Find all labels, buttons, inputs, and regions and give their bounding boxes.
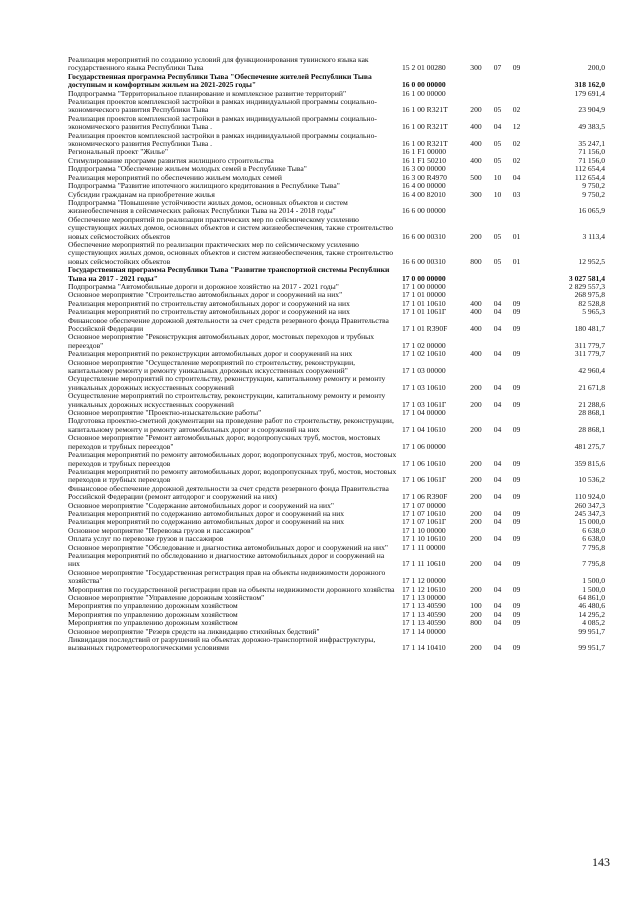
row-expense-type: 800 — [470, 618, 482, 628]
row-section: 04 — [493, 324, 502, 333]
row-expense-type: 400 — [470, 155, 482, 165]
row-name: Основное мероприятие "Проектно-изыскательские работы" — [68, 408, 262, 418]
row-target-code: 16 1 F1 50210 — [402, 155, 447, 165]
row-expense-type: 200 — [470, 399, 482, 409]
row-target-code: 17 1 07 1061Г — [402, 517, 447, 527]
row-amount: 99 951,7 — [578, 643, 605, 653]
row-target-code: 16 1 00 R321T — [402, 139, 448, 149]
row-section: 04 — [493, 458, 502, 468]
row-target-code: 17 1 00 00000 — [402, 281, 446, 291]
row-amount: 21 671,8 — [578, 382, 605, 392]
row-expense-type: 200 — [470, 517, 482, 527]
row-target-code: 17 1 13 40590 — [402, 601, 446, 611]
row-amount: 3 027 581,4 — [568, 273, 605, 283]
row-target-code: 15 2 01 00280 — [402, 63, 446, 73]
row-amount: 82 528,8 — [578, 298, 605, 308]
row-section — [488, 569, 507, 586]
row-name: Основное мероприятие "Государственная регистрация прав на объекты недвижимости дорожного хозяйства" — [68, 567, 386, 586]
row-subsection: 09 — [512, 324, 521, 333]
row-amount: 23 904,9 — [578, 105, 605, 115]
row-amount: 5 965,3 — [582, 307, 605, 317]
row-amount: 9 750,2 — [582, 189, 605, 199]
row-target-code: 17 1 14 10410 — [402, 643, 446, 653]
row-expense-type — [464, 199, 488, 216]
table-row — [68, 333, 605, 350]
table-row — [68, 317, 605, 334]
row-expense-type — [464, 544, 488, 552]
row-subsection — [507, 409, 526, 417]
row-subsection — [507, 628, 526, 636]
row-name: Основное мероприятие "Содержание автомобильных дорог и сооружений на них" — [68, 500, 334, 510]
row-name: Основное мероприятие "Обследование и диагностика автомобильных дорог и сооружений на них" — [68, 542, 389, 552]
row-subsection: 09 — [512, 458, 521, 468]
row-target-code: 17 1 02 10610 — [402, 349, 446, 359]
row-target-code: 17 1 07 00000 — [402, 500, 446, 510]
row-target-code: 17 1 01 1061Г — [402, 307, 447, 317]
row-expense-type — [464, 434, 488, 451]
row-target-code: 17 1 06 00000 — [402, 441, 446, 451]
row-name: Реализация мероприятий по ремонту автомобильных дорог, водопропускных труб, мостов, мостовых переходов и трубных переездов — [68, 466, 397, 485]
table-row — [68, 392, 605, 409]
row-amount: 6 638,0 — [582, 534, 605, 544]
row-name: Подпрограмма "Обеспечение жильем молодых семей в Республике Тыва" — [68, 164, 307, 174]
row-amount: 10 536,2 — [578, 475, 605, 485]
table-row — [68, 485, 605, 502]
row-name: Подпрограмма "Развитие ипотечного жилищного кредитования в Республике Тыва" — [68, 181, 340, 191]
row-amount: 200,0 — [587, 63, 605, 73]
row-target-code: 17 1 06 1061Г — [402, 475, 447, 485]
row-name: Региональный проект "Жилье" — [68, 147, 168, 157]
row-name: Реализация мероприятий по реконструкции автомобильных дорог и сооружений на них — [68, 349, 353, 359]
table-row — [68, 115, 605, 132]
row-expense-type: 200 — [470, 584, 482, 594]
row-subsection: 12 — [512, 122, 521, 132]
row-subsection — [507, 359, 526, 376]
row-subsection: 09 — [512, 584, 521, 594]
row-name: Ликвидация последствий от разрушений на объектах дорожно-транспортной инфраструктуры, вызванных гидрометеорологическими условиями — [68, 635, 376, 653]
row-amount: 42 960,4 — [578, 366, 605, 376]
row-section — [488, 359, 507, 376]
row-name: Осуществление мероприятий по строительству, реконструкции, капитальному ремонту и ремонту уникальных дорожных искусственных сооружений — [68, 391, 386, 409]
row-target-code: 17 1 13 40590 — [402, 618, 446, 628]
table-row — [68, 417, 605, 434]
budget-table — [68, 56, 605, 653]
row-name: Реализация мероприятий по содержанию автомобильных дорог и сооружений на них — [68, 508, 345, 518]
row-section — [488, 283, 507, 291]
row-name: Основное мероприятие "Ремонт автомобильных дорог, водопропускных труб, мостов, мостовых переходов и трубных переездов" — [68, 433, 381, 451]
row-subsection: 09 — [512, 618, 521, 628]
row-amount: 2 829 557,3 — [568, 281, 605, 291]
row-section: 04 — [493, 508, 502, 518]
row-section — [488, 434, 507, 451]
row-name: Обеспечение мероприятий по реализации практических мер по сейсмическому усилению существующих жилых домов, основных объектов и систем жизнеобеспечения, также строительство новых сейсмостойких объектов — [68, 214, 394, 241]
budget-table-body — [68, 56, 605, 653]
row-subsection: 01 — [512, 231, 521, 241]
row-section: 10 — [493, 189, 502, 199]
table-row — [68, 434, 605, 451]
row-section: 04 — [493, 584, 502, 594]
row-name: Реализация мероприятий по обследованию и диагностике автомобильных дорог и сооружений на них — [68, 550, 385, 569]
row-section: 04 — [493, 475, 502, 485]
row-target-code: 16 4 00 82010 — [402, 189, 446, 199]
table-row — [68, 132, 605, 149]
row-target-code: 17 1 01 10610 — [402, 298, 446, 308]
row-target-code: 17 1 14 00000 — [402, 626, 446, 636]
row-amount: 268 975,8 — [574, 290, 605, 300]
table-row — [68, 266, 605, 283]
row-amount: 110 924,0 — [574, 492, 605, 502]
row-expense-type — [464, 628, 488, 636]
row-subsection: 09 — [512, 643, 521, 653]
row-subsection: 09 — [512, 475, 521, 485]
row-section: 04 — [493, 618, 502, 628]
table-row — [68, 199, 605, 216]
page-number: 143 — [592, 855, 610, 869]
row-section — [488, 544, 507, 552]
row-target-code: 17 1 10 10610 — [402, 534, 446, 544]
row-name: Стимулирование программ развития жилищного строительства — [68, 155, 274, 165]
row-name: Финансовое обеспечение дорожной деятельности за счет средств резервного фонда Правительства Российской Федерации — [68, 315, 389, 333]
row-expense-type — [464, 333, 488, 350]
row-section: 04 — [493, 382, 502, 392]
row-target-code: 17 1 07 10610 — [402, 508, 446, 518]
row-target-code: 17 1 01 00000 — [402, 290, 446, 300]
row-name: Основное мероприятие "Осуществление мероприятий по строительству, реконструкции, капитальному ремонту и ремонту уникальных дорожных искусственных сооружений" — [68, 357, 356, 376]
row-name: Финансовое обеспечение дорожной деятельности за счет средств резервного фонда Правительства Российской Федерации (ремонт автодорог и сооружений на них) — [68, 483, 389, 502]
row-expense-type: 200 — [470, 382, 482, 392]
row-amount: 112 654,4 — [574, 164, 605, 174]
row-amount: 318 162,0 — [574, 80, 605, 90]
row-target-code: 16 1 00 R321T — [402, 122, 448, 132]
row-subsection — [507, 283, 526, 291]
row-amount: 481 275,7 — [574, 441, 605, 451]
row-name: Подпрограмма "Повышение устойчивости жилых домов, основных объектов и систем жизнеобеспечения в сейсмических районах Республики Тыва на 2014 - 2018 годы" — [68, 197, 348, 216]
row-name: Реализация мероприятий по ремонту автомобильных дорог, водопропускных труб, мостов, мостовых переходов и трубных переездов — [68, 450, 397, 468]
row-amount: 4 085,2 — [582, 618, 605, 628]
row-section: 07 — [493, 63, 502, 73]
row-subsection: 09 — [512, 307, 521, 317]
row-section: 10 — [493, 172, 502, 182]
row-expense-type: 200 — [470, 105, 482, 115]
row-subsection: 02 — [512, 139, 521, 149]
row-section: 05 — [493, 231, 502, 241]
row-amount: 359 815,6 — [574, 458, 605, 468]
row-expense-type: 200 — [470, 424, 482, 434]
row-subsection — [507, 73, 526, 90]
row-expense-type: 300 — [470, 63, 482, 73]
row-name: Обеспечение мероприятий по реализации практических мер по сейсмическому усилению существующих жилых домов, основных объектов и систем жизнеобеспечения, также строительство новых сейсмостойких объектов — [68, 239, 394, 266]
row-expense-type — [464, 359, 488, 376]
row-section — [488, 73, 507, 90]
row-target-code: 16 0 00 00000 — [402, 80, 446, 90]
row-amount: 6 638,0 — [582, 525, 605, 535]
row-target-code: 17 1 03 00000 — [402, 366, 446, 376]
row-target-code: 17 1 13 40590 — [402, 609, 446, 619]
row-target-code: 17 1 03 10610 — [402, 382, 446, 392]
row-target-code: 17 1 11 10610 — [402, 559, 446, 569]
row-section: 04 — [493, 399, 502, 409]
row-name: Мероприятия по управлению дорожным хозяйством — [68, 618, 238, 628]
row-subsection — [507, 199, 526, 216]
row-name: Основное мероприятие "Реконструкция автомобильных дорог, мостовых переходов и трубных переездов" — [68, 332, 375, 350]
row-subsection: 09 — [512, 508, 521, 518]
row-subsection: 09 — [512, 63, 521, 73]
row-name: Реализация мероприятий по строительству автомобильных дорог и сооружений на них — [68, 307, 350, 317]
row-expense-type — [464, 569, 488, 586]
row-amount: 71 156,0 — [578, 147, 605, 157]
row-amount: 99 951,7 — [578, 626, 605, 636]
row-expense-type: 200 — [470, 508, 482, 518]
row-subsection — [507, 333, 526, 350]
row-section: 05 — [493, 105, 502, 115]
row-expense-type — [464, 409, 488, 417]
row-amount: 180 481,7 — [574, 324, 605, 333]
row-section: 05 — [493, 139, 502, 149]
row-name: Мероприятия по государственной регистрации прав на объекты недвижимости дорожного хозяйства — [68, 584, 395, 594]
row-subsection: 09 — [512, 609, 521, 619]
row-name: Основное мероприятие "Резерв средств на ликвидацию стихийных бедствий" — [68, 626, 320, 636]
row-amount: 14 295,2 — [578, 609, 605, 619]
row-name: Осуществление мероприятий по строительству, реконструкции, капитальному ремонту и ремонту уникальных дорожных искусственных сооружений — [68, 374, 386, 392]
row-amount: 7 795,8 — [582, 559, 605, 569]
table-row — [68, 451, 605, 468]
row-amount: 28 868,1 — [578, 408, 605, 418]
row-target-code: 17 1 06 10610 — [402, 458, 446, 468]
row-expense-type: 500 — [470, 172, 482, 182]
row-amount: 1 500,0 — [582, 576, 605, 586]
row-section: 04 — [493, 559, 502, 569]
row-target-code: 17 1 13 00000 — [402, 593, 446, 602]
row-target-code: 17 1 10 00000 — [402, 525, 446, 535]
row-expense-type: 100 — [470, 601, 482, 611]
row-subsection: 09 — [512, 298, 521, 308]
row-subsection: 02 — [512, 105, 521, 115]
row-target-code: 17 1 12 00000 — [402, 576, 446, 586]
row-name: Государственная программа Республики Тыва "Развитие транспортной системы Республики Тыва на 2017 - 2021 годы" — [68, 265, 390, 283]
row-target-code: 17 1 12 10610 — [402, 584, 446, 594]
row-amount: 311 779,7 — [574, 349, 605, 359]
row-section: 04 — [493, 517, 502, 527]
row-name: Реализация проектов комплексной застройки в рамках индивидуальной программы социально-экономического развития Республики Тыва — [68, 97, 377, 115]
row-amount: 35 247,1 — [578, 139, 605, 149]
row-expense-type: 200 — [470, 458, 482, 468]
row-subsection — [507, 434, 526, 451]
row-name: Подпрограмма "Автомобильные дороги и дорожное хозяйство на 2017 - 2021 годы" — [68, 281, 339, 291]
row-amount: 12 952,5 — [578, 256, 605, 266]
row-target-code: 16 1 00 00000 — [402, 88, 446, 98]
row-target-code: 17 1 11 00000 — [402, 542, 446, 552]
row-target-code: 17 1 03 1061Г — [402, 399, 447, 409]
row-subsection: 04 — [512, 172, 521, 182]
row-expense-type: 200 — [470, 475, 482, 485]
row-expense-type: 200 — [470, 643, 482, 653]
row-section — [488, 628, 507, 636]
row-name: Государственная программа Республики Тыва "Обеспечение жителей Республики Тыва доступным и комфортным жильем на 2021-2025 годы" — [68, 71, 372, 90]
row-expense-type: 200 — [470, 492, 482, 502]
row-subsection: 02 — [512, 155, 521, 165]
row-name: Реализация проектов комплексной застройки в рамках индивидуальной программы социально-экономического развития Республики Тыва . — [68, 130, 377, 149]
row-target-code: 16 1 F1 00000 — [402, 147, 447, 157]
row-subsection: 09 — [512, 492, 521, 502]
row-expense-type: 400 — [470, 298, 482, 308]
row-amount: 3 113,4 — [582, 231, 605, 241]
table-row — [68, 359, 605, 376]
row-expense-type — [464, 73, 488, 90]
row-amount: 64 861,0 — [578, 593, 605, 602]
row-name: Основное мероприятие "Управление дорожным хозяйством" — [68, 593, 265, 602]
row-subsection: 09 — [512, 517, 521, 527]
row-section — [488, 333, 507, 350]
row-name: Реализация мероприятий по строительству автомобильных дорог и сооружений на них — [68, 298, 350, 308]
table-row — [68, 468, 605, 485]
row-target-code: 16 3 00 00000 — [402, 164, 446, 174]
row-subsection: 09 — [512, 559, 521, 569]
row-amount: 46 480,6 — [578, 601, 605, 611]
row-expense-type: 200 — [470, 609, 482, 619]
row-amount: 260 347,3 — [574, 500, 605, 510]
row-section: 04 — [493, 534, 502, 544]
row-section: 05 — [493, 155, 502, 165]
table-row — [68, 98, 605, 115]
row-amount: 311 779,7 — [574, 340, 605, 350]
row-amount: 7 795,8 — [582, 542, 605, 552]
row-name: Основное мероприятие "Строительство автомобильных дорог и сооружений на них" — [68, 290, 343, 300]
row-expense-type: 200 — [470, 559, 482, 569]
row-amount: 9 750,2 — [582, 181, 605, 191]
row-section — [488, 266, 507, 283]
row-subsection: 09 — [512, 399, 521, 409]
table-row — [68, 216, 605, 241]
row-section: 05 — [493, 256, 502, 266]
row-expense-type — [464, 266, 488, 283]
row-name: Субсидии гражданам на приобретение жилья — [68, 189, 215, 199]
row-name: Реализация мероприятий по созданию условий для функционирования тувинского языка как государственного языка Республики Тыва — [68, 55, 369, 73]
row-section: 04 — [493, 349, 502, 359]
row-target-code: 16 6 00 00310 — [402, 231, 446, 241]
row-target-code: 17 1 04 00000 — [402, 408, 446, 418]
row-name: Мероприятия по управлению дорожным хозяйством — [68, 601, 238, 611]
row-expense-type — [464, 283, 488, 291]
row-expense-type: 300 — [470, 189, 482, 199]
row-subsection: 09 — [512, 382, 521, 392]
row-subsection — [507, 544, 526, 552]
row-subsection — [507, 266, 526, 283]
row-name: Подготовка проектно-сметной документации на проведение работ по строительству, реконструкции, капитальному ремонту и ремонту автомобильных дорог и сооружений на них — [68, 416, 394, 434]
row-name: Подпрограмма "Территориальное планирование и комплексное развитие территорий" — [68, 88, 347, 98]
row-target-code: 16 6 00 00000 — [402, 206, 446, 216]
row-name: Реализация мероприятий по обеспечению жильем молодых семей — [68, 172, 282, 182]
row-section: 04 — [493, 307, 502, 317]
row-section: 04 — [493, 492, 502, 502]
row-name: Реализация проектов комплексной застройки в рамках индивидуальной программы социально-экономического развития Республики Тыва . — [68, 113, 377, 132]
row-expense-type: 200 — [470, 534, 482, 544]
table-row — [68, 73, 605, 90]
row-expense-type: 400 — [470, 122, 482, 132]
row-subsection: 09 — [512, 424, 521, 434]
row-section: 04 — [493, 643, 502, 653]
row-target-code: 16 4 00 00000 — [402, 181, 446, 191]
table-row — [68, 552, 605, 569]
row-name: Мероприятия по управлению дорожным хозяйством — [68, 609, 238, 619]
row-amount: 28 868,1 — [578, 424, 605, 434]
row-target-code: 17 1 06 R390F — [402, 492, 448, 502]
row-section: 04 — [493, 424, 502, 434]
table-row — [68, 375, 605, 392]
row-name: Основное мероприятие "Перевозка грузов и пассажиров" — [68, 525, 254, 535]
row-expense-type: 200 — [470, 231, 482, 241]
row-expense-type: 400 — [470, 139, 482, 149]
row-amount: 1 500,0 — [582, 584, 605, 594]
row-section — [488, 199, 507, 216]
row-expense-type — [464, 90, 488, 98]
row-target-code: 16 1 00 R321T — [402, 105, 448, 115]
table-row — [68, 241, 605, 266]
row-amount: 15 000,0 — [578, 517, 605, 527]
row-target-code: 17 1 04 10610 — [402, 424, 446, 434]
row-amount: 49 383,5 — [578, 122, 605, 132]
table-row — [68, 636, 605, 653]
row-section — [488, 90, 507, 98]
row-target-code: 16 6 00 00310 — [402, 256, 446, 266]
row-subsection — [507, 569, 526, 586]
row-amount: 71 156,0 — [578, 155, 605, 165]
row-target-code: 17 1 01 R390F — [402, 324, 448, 333]
row-name: Оплата услуг по перевозке грузов и пассажиров — [68, 534, 224, 544]
row-target-code: 17 1 02 00000 — [402, 340, 446, 350]
row-section: 04 — [493, 122, 502, 132]
row-subsection: 09 — [512, 601, 521, 611]
row-subsection: 03 — [512, 189, 521, 199]
row-section — [488, 409, 507, 417]
row-name: Реализация мероприятий по содержанию автомобильных дорог и сооружений на них — [68, 517, 345, 527]
row-expense-type: 400 — [470, 307, 482, 317]
table-row — [68, 56, 605, 73]
row-subsection — [507, 90, 526, 98]
row-subsection: 01 — [512, 256, 521, 266]
row-subsection: 09 — [512, 534, 521, 544]
row-section: 04 — [493, 601, 502, 611]
row-amount: 112 654,4 — [574, 172, 605, 182]
row-expense-type: 400 — [470, 349, 482, 359]
row-expense-type: 800 — [470, 256, 482, 266]
table-row — [68, 569, 605, 586]
row-amount: 179 691,4 — [574, 88, 605, 98]
row-target-code: 17 0 00 00000 — [402, 273, 446, 283]
row-target-code: 16 3 00 R4970 — [402, 172, 447, 182]
row-amount: 245 347,3 — [574, 508, 605, 518]
row-expense-type: 400 — [470, 324, 482, 333]
row-section: 04 — [493, 298, 502, 308]
row-subsection: 09 — [512, 349, 521, 359]
row-amount: 16 065,9 — [578, 206, 605, 216]
row-section: 04 — [493, 609, 502, 619]
row-amount: 21 288,6 — [578, 399, 605, 409]
